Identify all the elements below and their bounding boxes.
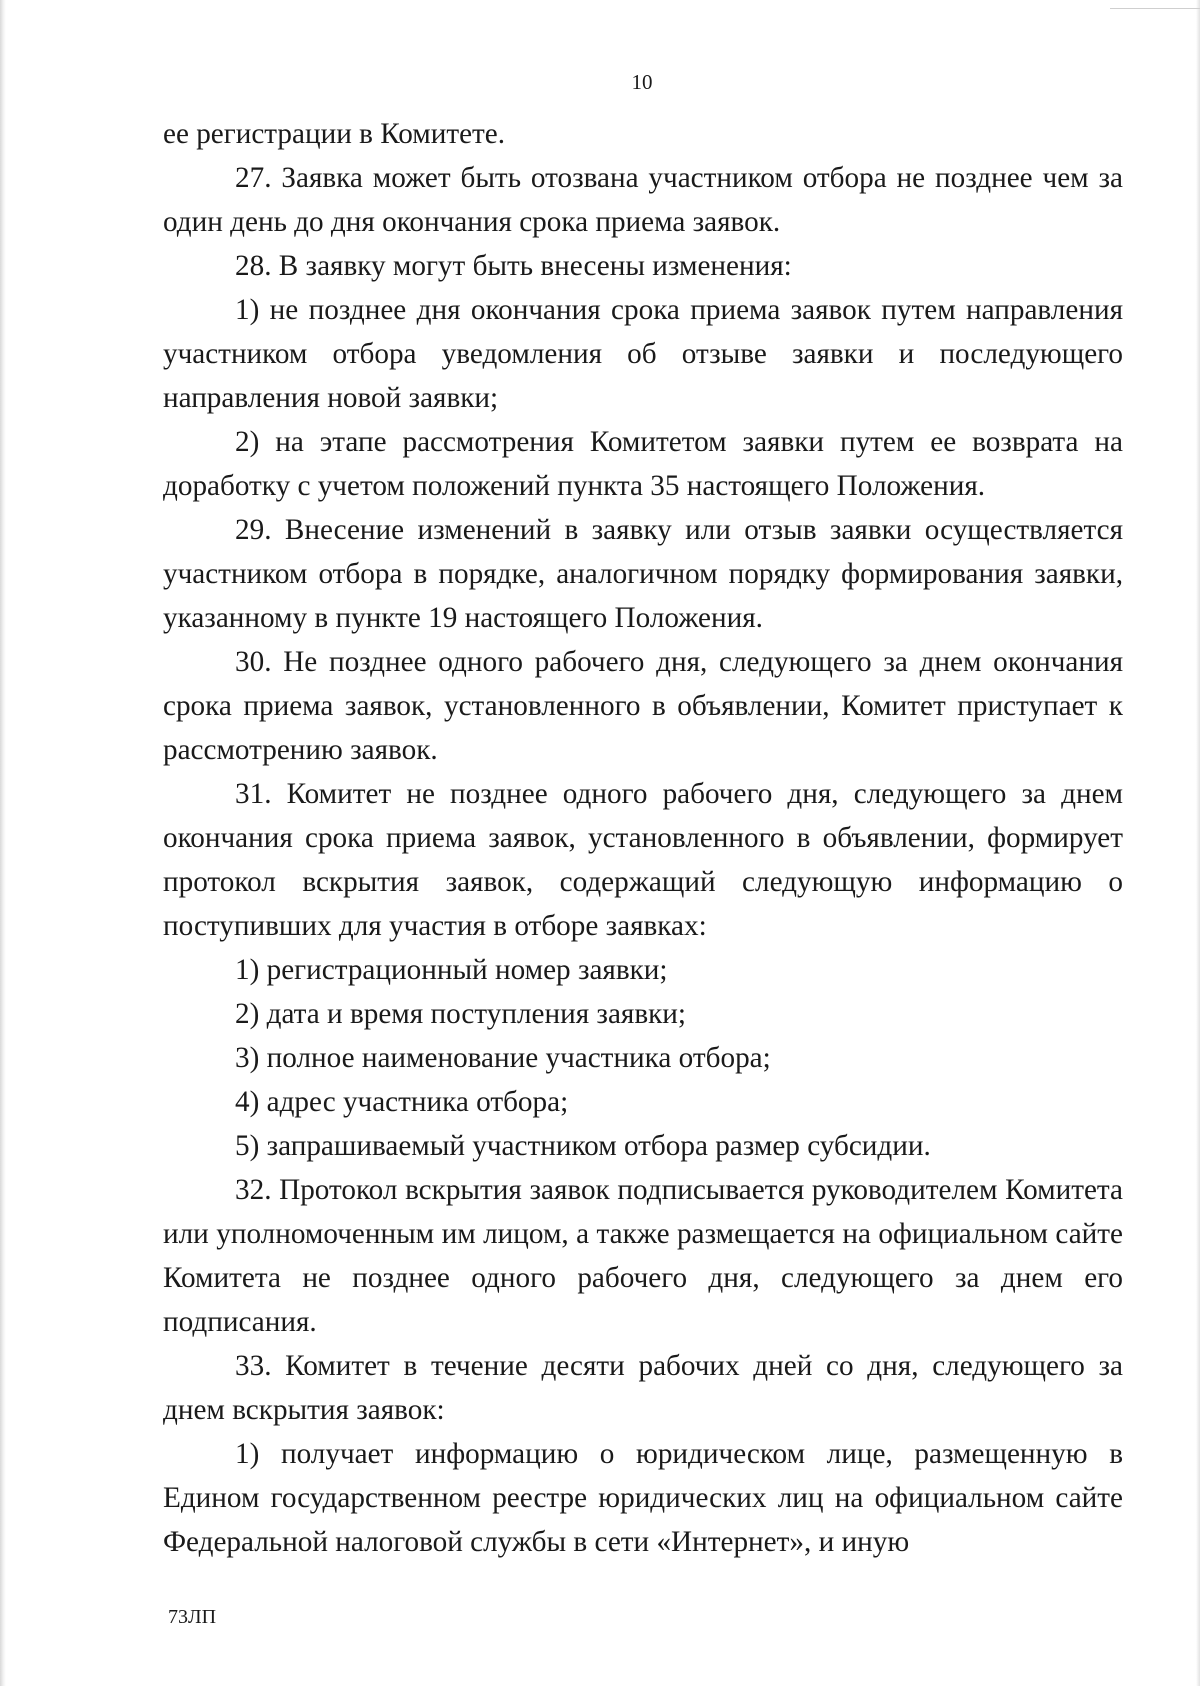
paragraph-item-30: 30. Не позднее одного рабочего дня, следующего за днем окончания срока приема заявок, установленного в объявлении, Комитет приступает к рассмотрению заявок. [163, 646, 1123, 766]
paragraph-item-29: 29. Внесение изменений в заявку или отзыв заявки осуществляется участником отбора в порядке, аналогичном порядку формирования заявки, указанному в пункте 19 настоящего Положения. [163, 514, 1123, 634]
paragraph-item-28-1: 1) не позднее дня окончания срока приема заявок путем направления участником отбора уведомления об отзыве заявки и последующего направления новой заявки; [163, 294, 1123, 414]
paragraph-item-31-4: 4) адрес участника отбора; [235, 1086, 569, 1118]
page-number: 10 [631, 70, 653, 94]
footer-document-code: 73ЛП [168, 1606, 217, 1628]
paragraph-item-33-1: 1) получает информацию о юридическом лице, размещенную в Едином государственном реестре юридических лиц на официальном сайте Федеральной налоговой службы в сети «Интернет», и иную [163, 1438, 1123, 1558]
paragraph-item-28-2: 2) на этапе рассмотрения Комитетом заявки путем ее возврата на доработку с учетом положений пункта 35 настоящего Положения. [163, 426, 1123, 502]
paragraph-item-31-2: 2) дата и время поступления заявки; [235, 998, 687, 1030]
scan-edge-right [1196, 0, 1200, 1686]
scan-corner [1110, 0, 1200, 9]
paragraph-item-31: 31. Комитет не позднее одного рабочего дня, следующего за днем окончания срока приема заявок, установленного в объявлении, формирует протокол вскрытия заявок, содержащий следующую информацию о поступивших для участия в отборе заявках: [163, 778, 1123, 942]
scan-edge-left [0, 0, 6, 1686]
paragraph-0: ее регистрации в Комитете. [163, 118, 506, 150]
paragraph-item-28: 28. В заявку могут быть внесены изменения: [235, 250, 792, 282]
document-body [163, 112, 1123, 1564]
paragraph-item-32: 32. Протокол вскрытия заявок подписывается руководителем Комитета или уполномоченным им лицом, а также размещается на официальном сайте Комитета не позднее одного рабочего дня, следующего за днем его подписания. [163, 1174, 1123, 1338]
paragraph-item-33: 33. Комитет в течение десяти рабочих дней со дня, следующего за днем вскрытия заявок: [163, 1350, 1123, 1426]
paragraph-item-31-5: 5) запрашиваемый участником отбора размер субсидии. [235, 1130, 931, 1162]
paragraph-item-27: 27. Заявка может быть отозвана участником отбора не позднее чем за один день до дня окончания срока приема заявок. [163, 162, 1123, 238]
paragraph-item-31-1: 1) регистрационный номер заявки; [235, 954, 668, 986]
paragraph-item-31-3: 3) полное наименование участника отбора; [235, 1042, 771, 1074]
